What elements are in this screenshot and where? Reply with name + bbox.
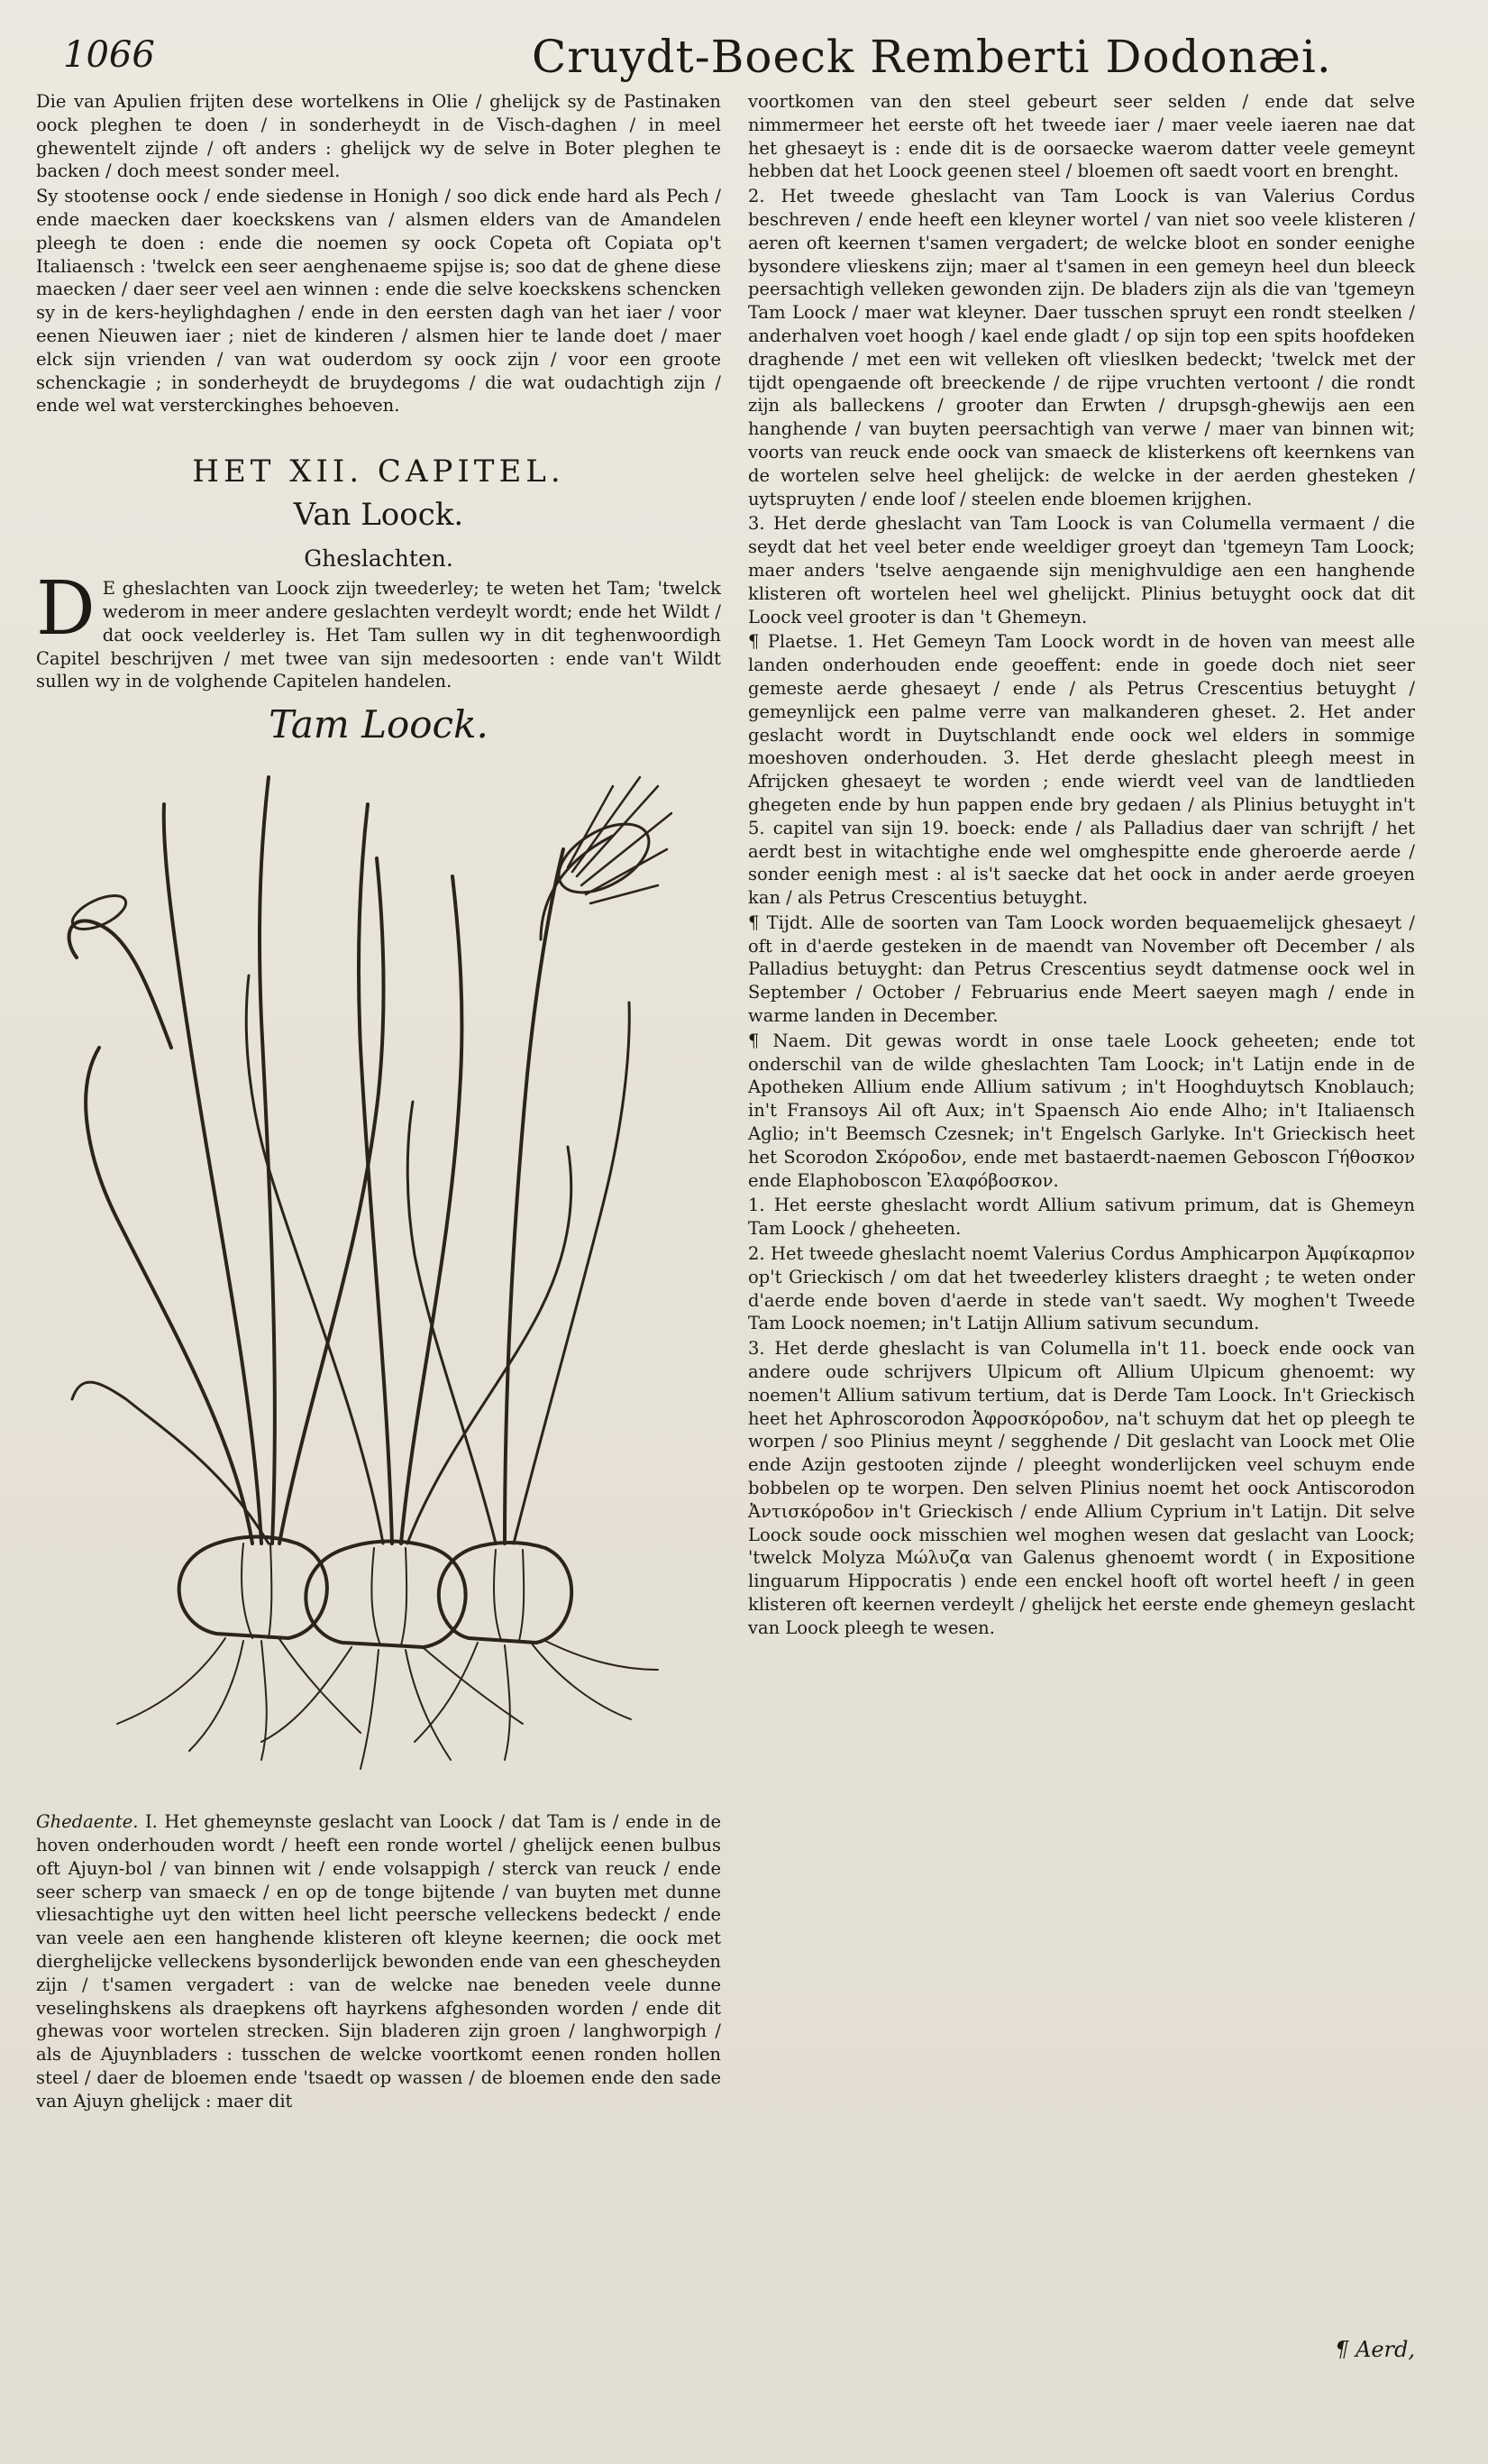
margin-label: Ghedaente. bbox=[36, 1811, 139, 1833]
running-title: Cruydt-Boeck Remberti Dodonæi. bbox=[532, 31, 1332, 83]
paragraph: 1. Het eerste gheslacht wordt Allium sativum primum, dat is Ghemeyn Tam Loock / gheheeten. bbox=[748, 1195, 1415, 1240]
paragraph: voortkomen van den steel gebeurt seer selden / ende dat selve nimmermeer het eerste oft het tweede iaer / maer veele iaeren nae dat het ghesaeyt is : ende dit is de oorsaecke waerom datter veele gemeynt hebben dat het Loock geenen steel / bloemen oft saedt voort en brenght. bbox=[748, 91, 1415, 182]
garlic-plant-illustration bbox=[36, 750, 721, 1805]
paragraph: 3. Het derde gheslacht van Tam Loock is van Columella vermaent / die seydt dat het veel beter ende weeldiger groeyt dan 'tgemeyn Tam Loock; maer anders 'tselve aengaende sijn menighvuldige aen een hanghende klisteren oft wortelen heel wel ghelijckt. Plinius betuyght oock dat dit Loock veel grooter is dan 't Ghemeyn. bbox=[748, 513, 1415, 627]
paragraph: ¶ Tijdt. Alle de soorten van Tam Loock worden bequaemelijck ghesaeyt / oft in d'aerde gesteken in de maendt van November oft December / als Palladius betuyght: dan Petrus Crescentius seydt datmense oock wel in September / October / Februarius ende Meert saeyen magh / ende in warme landen in December. bbox=[748, 911, 1415, 1027]
chapter-heading: HET XII. CAPITEL. bbox=[192, 453, 565, 490]
right-column bbox=[748, 90, 1415, 2371]
left-column bbox=[36, 90, 721, 2371]
drop-cap: D bbox=[36, 566, 96, 653]
paragraph: ¶ Naem. Dit gewas wordt in onse taele Loock geheeten; ende tot onderschil van de wilde gheslachten Tam Loock; in't Latijn ende in de Apotheken Allium ende Allium sativum ; in't Hooghduytsch Knoblauch; in't Fransoys Ail oft Aux; in't Spaensch Aio ende Alho; in't Italiaensch Aglio; in't Beemsch Czesnek; in't Engelsch Garlyke. In't Grieckisch heet het Scorodon Σκόροδον, ende met bastaerdt-naemen Geboscon Γήθοσκον ende Elaphoboscon Ἐλαφόβοσκον. bbox=[748, 1030, 1415, 1191]
paragraph: Die van Apulien frijten dese wortelkens in Olie / ghelijck sy de Pastinaken oock pleghen te doen / in sonderheydt in de Visch-daghen / in meel ghewentelt zijnde / oft anders : ghelijck wy de selve in Boter pleghen te backen / doch meest sonder meel. bbox=[36, 91, 721, 182]
page-header bbox=[63, 31, 1433, 88]
chapter-subtitle: Van Loock. bbox=[293, 497, 464, 534]
description-paragraph bbox=[36, 1810, 721, 2112]
plate-caption: Tam Loock. bbox=[269, 702, 488, 747]
description-text: I. Het ghemeynste geslacht van Loock / dat Tam is / ende in de hoven onderhouden wordt / heeft een ronde wortel / ghelijck eenen bulbus oft Ajuyn-bol / van binnen wit / ende volsappigh / sterck van reuck / ende seer scherp van smaeck / en op de tonge bijtende / van buyten met dunne vliesachtighe uyt den witten heel licht peersche velleckens bedeckt / ende van veele aen een hanghende klisteren oft kleyne keernen; die oock met dierghelijcke velleckens bysonderlijck bewonden ende van een ghescheyden zijn / t'samen vergadert : van de welcke nae beneden veele dunne veselinghskens als draepkens oft hayrkens afghesonden worden / ende dit ghewas voor wortelen strecken. Sijn bladeren zijn groen / langhworpigh / als de Ajuynbladers : tusschen de welcke voortkomt eenen ronden hollen steel / daer de bloemen ende 'tsaedt op wassen / de bloemen ende den sade van Ajuyn ghelijck : maer dit bbox=[36, 1811, 721, 2111]
intro-paragraph bbox=[36, 566, 721, 693]
paragraph: 3. Het derde gheslacht is van Columella in't 11. boeck ende oock van andere oude schrijvers Ulpicum oft Allium Ulpicum ghenoemt: wy noemen't Allium sativum tertium, dat is Derde Tam Loock. In't Grieckisch heet het Aphroscorodon Ἀφροσκόροδον, na't schuym dat het op pleegh te worpen / soo Plinius meynt / segghende / Dit geslacht van Loock met Olie ende Azijn gestooten zijnde / pleeght wonderlijcken veel schuym ende bobbelen op te worpen. Den selven Plinius noemt het oock Antiscorodon Ἀντισκόροδον in't Grieckisch / ende Allium Cyprium in't Latijn. Dit selve Loock soude oock misschien wel moghen wesen dat geslacht van Loock; 'twelck Molyza Μώλυζα van Galenus ghenoemt wordt ( in Expositione linguarum Hippocratis ) ende een enckel hooft oft wortel heeft / in geen klisteren oft keernen verdeylt / ghelijck het eerste ende ghemeyn geslacht van Loock pleegh te wesen. bbox=[748, 1338, 1415, 1638]
paragraph: 2. Het tweede gheslacht noemt Valerius Cordus Amphicarpon Ἀμφίκαρπον op't Grieckisch / om dat het tweederley klisters draeght ; te weten onder d'aerde ende boven d'aerde in stede van't saedt. Wy moghen't Tweede Tam Loock noemen; in't Latijn Allium sativum secundum. bbox=[748, 1243, 1415, 1334]
intro-text: E gheslachten van Loock zijn tweederley; te weten het Tam; 'twelck wederom in meer andere geslachten verdeylt wordt; ende het Wildt / dat oock veelderley is. Het Tam sullen wy in dit teghenwoordigh Capitel beschrijven / met twee van sijn medesoorten : ende van't Wildt sullen wy in de volghende Capitelen handelen. bbox=[36, 578, 721, 692]
paragraph: 2. Het tweede gheslacht van Tam Loock is van Valerius Cordus beschreven / ende heeft een kleyner wortel / van niet soo veele klisteren / aeren oft keernen t'samen vergadert; de welcke bloot en sonder eenighe bysondere vlieskens zijn; maer al t'samen in een gemeyn heel dun bleeck peersachtigh velleken gewonden zijn. De bladers zijn als die van 'tgemeyn Tam Loock / maer wat kleyner. Daer tusschen spruyt een rondt steelken / anderhalven voet hoogh / kael ende gladt / op sijn top een spits hoofdeken draghende / met een wit velleken oft vlieslken bedeckt; 'twelck met der tijdt opengaende oft breeckende / de rijpe vruchten vertoont / die rondt zijn als balleckens / grooter dan Erwten / drupsgh-ghewijs aen een hanghende / van buyten peersachtigh van verwe / maer van binnen wit; voorts van reuck ende oock van smaeck de klisterkens oft keernkens van de wortelen selve heel ghelijck: de welcke in der aerden ghesteken / uytspruyten / ende loof / steelen ende bloemen krijghen. bbox=[748, 186, 1415, 509]
paragraph: ¶ Plaetse. 1. Het Gemeyn Tam Loock wordt in de hoven van meest alle landen onderhouden ende geoeffent: ende in goede doch niet seer gemeste aerde ghesaeyt / ende / als Petrus Crescentius betuyght / gemeynlijck een palme verre van malkanderen gheset. 2. Het ander geslacht wordt in Duytschlandt ende oock wel elders in sommige moeshoven onderhouden. 3. Het derde gheslacht pleegh meest in Afrijcken ghesaeyt te worden ; ende wierdt veel van de landtlieden ghegeten ende by hun pappen ende bry gedaen / als Plinius betuyght in't 5. capitel van sijn 19. boeck: ende / als Palladius daer van schrijft / het aerdt best in witachtighe ende wel omghespitte ende gheroerde aerde / sonder eenigh mest : al is't saecke dat het oock in ander aerde groeyen kan / als Petrus Crescentius betuyght. bbox=[748, 631, 1415, 909]
section-heading: Gheslachten. bbox=[304, 545, 453, 572]
page-number: 1066 bbox=[63, 34, 155, 76]
paragraph: Sy stootense oock / ende siedense in Honigh / soo dick ende hard als Pech / ende maecken daer koeckskens van / alsmen elders van de Amandelen pleegh te doen : ende die noemen sy oock Copeta oft Copiata op't Italiaensch : 'twelck een seer aenghenaeme spijse is; soo dat de ghene diese maecken / daer seer veel aen winnen : ende die selve koeckskens schencken sy in de kers-heylighdaghen / ende in den eersten dagh van het iaer / voor eenen Nieuwen iaer ; niet de kinderen / alsmen hier te lande doet / maer elck sijn vrienden / van wat ouderdom sy oock zijn / voor een groote schenckagie ; in sonderheydt de bruydegoms / die wat oudachtigh zijn / ende wel wat versterckinghes behoeven. bbox=[36, 186, 721, 417]
catchword: ¶ Aerd, bbox=[1335, 2337, 1415, 2362]
